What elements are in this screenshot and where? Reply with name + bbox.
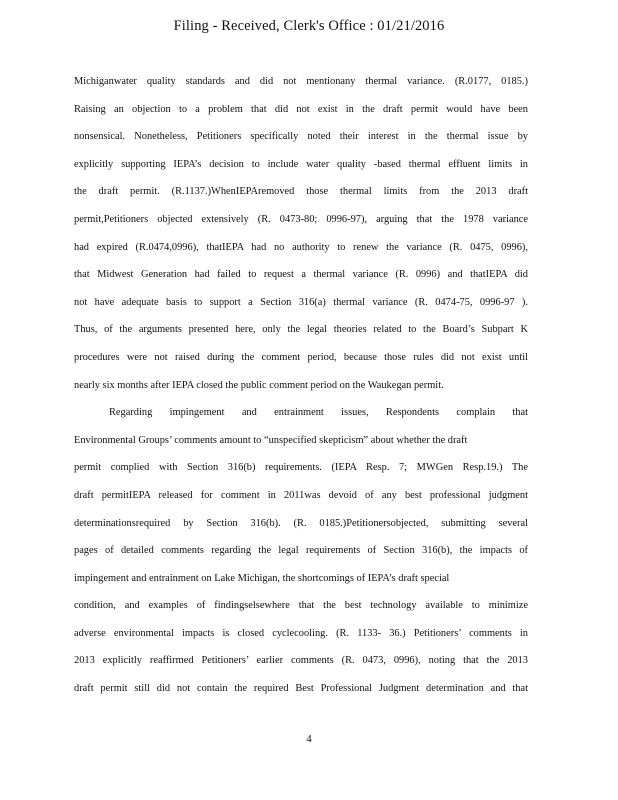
filing-header: Filing - Received, Clerk's Office : 01/21/2016 — [173, 18, 445, 34]
text-line: Raising an objection to a problem that did not exist in the draft permit would have been — [74, 103, 528, 115]
text-line: the draft permit. (R.1137.)WhenIEPAremoved those thermal limits from the 2013 draft — [74, 186, 528, 198]
text-line: Thus, of the arguments presented here, only the legal theories related to the Board’s Subpart K — [74, 324, 528, 336]
text-line: nonsensical. Nonetheless, Petitioners specifically noted their interest in the thermal issue by — [74, 131, 528, 143]
text-line: adverse environmental impacts is closed cyclecooling. (R. 1133- 36.) Petitioners’ comments in — [74, 627, 528, 639]
text-line: nearly six months after IEPA closed the public comment period on the Waukegan permit. — [74, 379, 444, 391]
text-line: Environmental Groups’ comments amount to “unspecified skepticism” about whether the draft — [74, 434, 468, 446]
text-line: not have adequate basis to support a Section 316(a) thermal variance (R. 0474-75, 0996-97 ). — [74, 296, 528, 308]
text-line-paragraph-start: Regarding impingement and entrainment issues, Respondents complain that — [109, 407, 528, 419]
text-line: condition, and examples of findingselsewhere that the best technology available to minimize — [74, 600, 528, 612]
text-line: Michiganwater quality standards and did not mentionany thermal variance. (R.0177, 0185.) — [74, 76, 528, 87]
text-line: permit,Petitioners objected extensively (R. 0473-80; 0996-97), arguing that the 1978 variance — [74, 213, 528, 225]
text-line: draft permit still did not contain the required Best Professional Judgment determination and that — [74, 683, 528, 695]
text-line: impingement and entrainment on Lake Michigan, the shortcomings of IEPA’s draft special — [74, 572, 450, 584]
text-line: that Midwest Generation had failed to request a thermal variance (R. 0996) and thatIEPA did — [74, 269, 528, 281]
document-body — [74, 68, 528, 703]
text-line: draft permitIEPA released for comment in 2011was devoid of any best professional judgment — [74, 489, 528, 501]
text-line: procedures were not raised during the comment period, because those rules did not exist until — [74, 351, 528, 363]
text-line: had expired (R.0474,0996), thatIEPA had no authority to renew the variance (R. 0475, 0996), — [74, 241, 528, 253]
text-line: pages of detailed comments regarding the legal requirements of Section 316(b), the impacts of — [74, 545, 528, 557]
text-line: permit complied with Section 316(b) requirements. (IEPA Resp. 7; MWGen Resp.19.) The — [74, 462, 528, 474]
text-line: determinationsrequired by Section 316(b). (R. 0185.)Petitionersobjected, submitting several — [74, 517, 528, 529]
page-number: 4 — [306, 733, 312, 745]
text-line: explicitly supporting IEPA’s decision to include water quality -based thermal effluent limits in — [74, 158, 528, 170]
text-line: 2013 explicitly reaffirmed Petitioners’ earlier comments (R. 0473, 0996), noting that the 2013 — [74, 655, 528, 667]
